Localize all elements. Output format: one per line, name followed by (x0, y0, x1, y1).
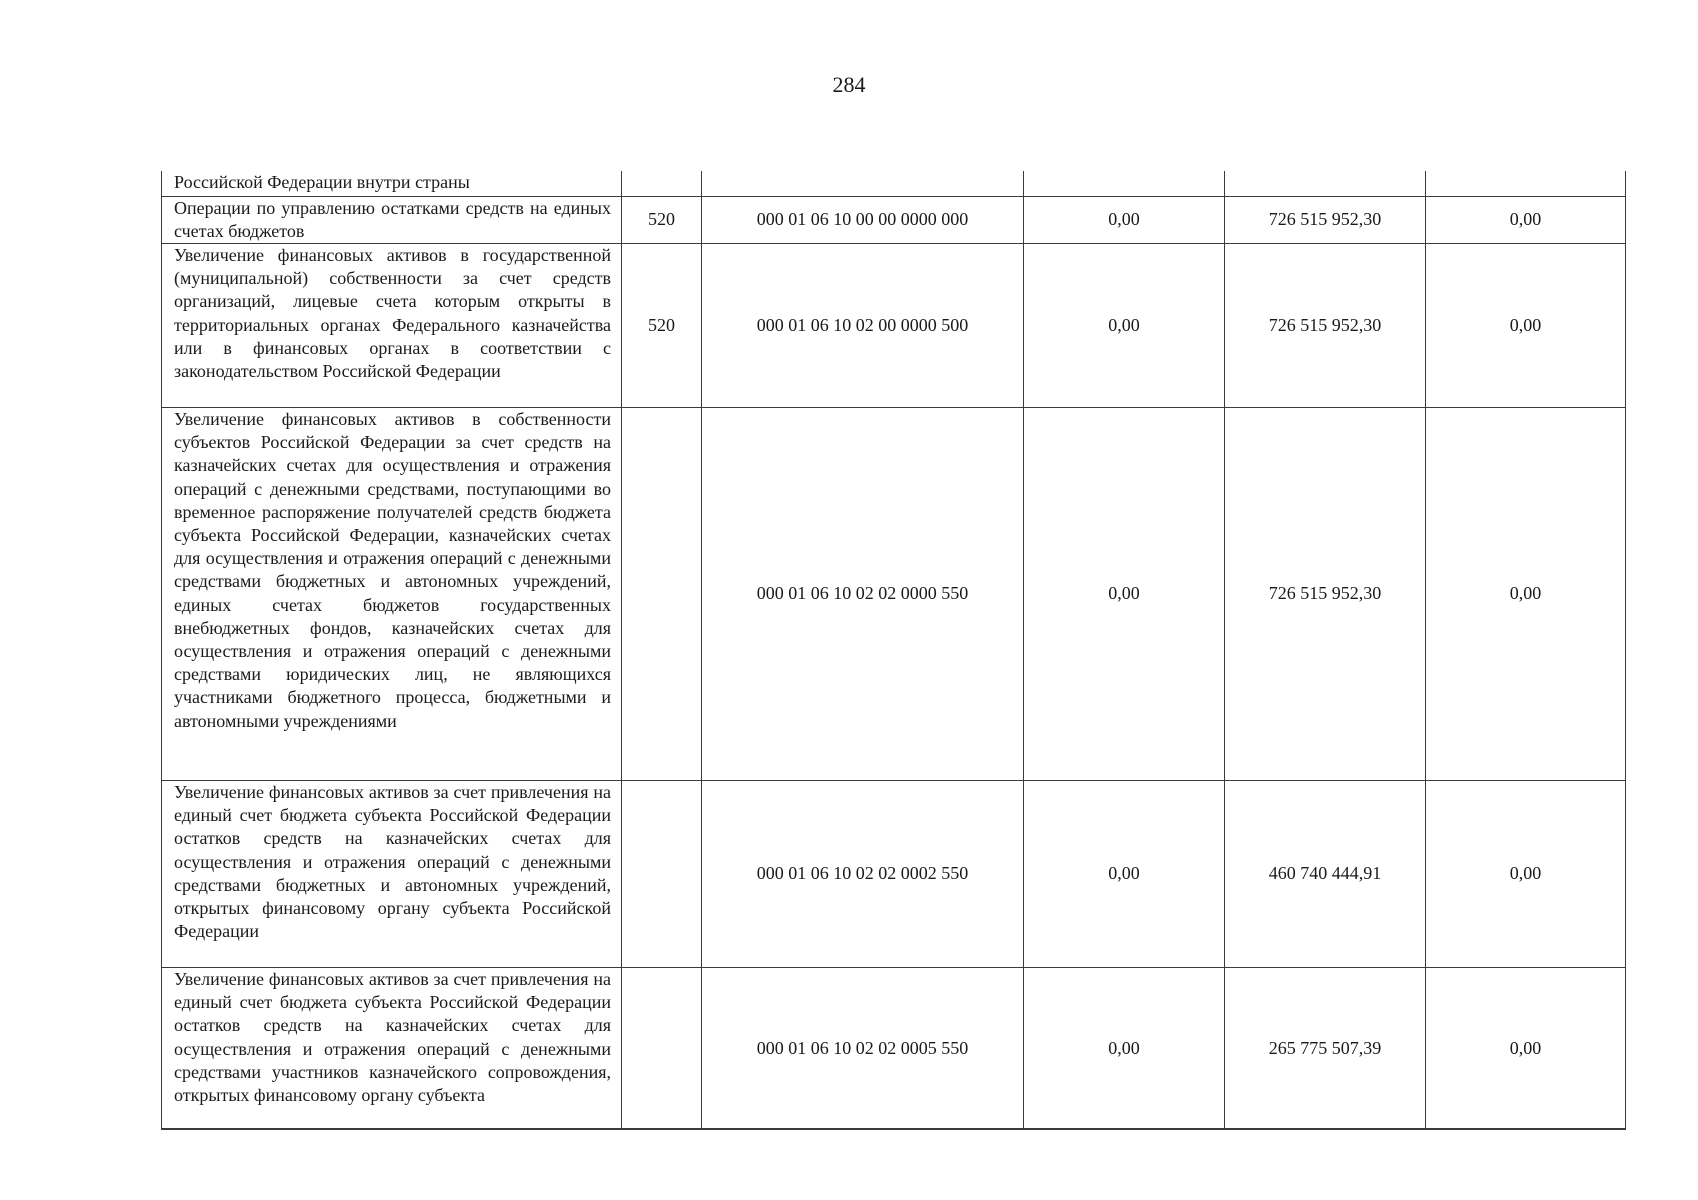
row-name: Увеличение финансовых активов за счет привлечения на единый счет бюджета субъекта Российской Федерации остатков средств на казначейских счетах для осуществления и отражения операций с денежными средствами участников казначейского сопровождения, открытых финансовому органу субъекта (174, 968, 611, 1105)
row-name: Увеличение финансовых активов в собственности субъектов Российской Федерации за счет средств на казначейских счетах для осуществления и отражения операций с денежными средствами, поступающими во временное распоряжение получателей средств бюджета субъекта Российской Федерации, казначейских счетах для осуществления и отражения операций с денежными средствами бюджетных и автономных учреждений, единых счетах бюджетов государственных внебюджетных фондов, казначейских счетах для осуществления и отражения операций с денежными средствами юридических лиц, не являющихся участниками бюджетного процесса, бюджетными и автономными учреждениями (174, 408, 611, 731)
table-row (162, 196, 1626, 243)
row-value-2 (1225, 171, 1426, 196)
row-classification-code: 000 01 06 10 00 00 0000 000 (702, 196, 1024, 243)
table-row (162, 243, 1626, 407)
row-value-3: 0,00 (1426, 407, 1626, 780)
row-line-code (622, 967, 702, 1129)
table-row (162, 171, 1626, 196)
row-value-3: 0,00 (1426, 243, 1626, 407)
row-name-cell (162, 171, 622, 196)
row-classification-code (702, 171, 1024, 196)
row-line-code: 520 (622, 196, 702, 243)
table-row (162, 780, 1626, 967)
row-classification-code: 000 01 06 10 02 00 0000 500 (702, 243, 1024, 407)
row-value-2: 726 515 952,30 (1225, 407, 1426, 780)
row-name-cell (162, 780, 622, 967)
row-value-1: 0,00 (1024, 780, 1225, 967)
row-value-1: 0,00 (1024, 967, 1225, 1129)
row-value-2: 726 515 952,30 (1225, 243, 1426, 407)
budget-table (161, 171, 1626, 1130)
row-value-1: 0,00 (1024, 196, 1225, 243)
row-name-cell (162, 967, 622, 1129)
table-row (162, 407, 1626, 780)
row-value-1 (1024, 171, 1225, 196)
row-value-2: 265 775 507,39 (1225, 967, 1426, 1129)
row-value-3 (1426, 171, 1626, 196)
row-line-code (622, 171, 702, 196)
row-name: Российской Федерации внутри страны (174, 172, 470, 192)
row-classification-code: 000 01 06 10 02 02 0000 550 (702, 407, 1024, 780)
row-value-3: 0,00 (1426, 967, 1626, 1129)
row-value-1: 0,00 (1024, 407, 1225, 780)
row-line-code: 520 (622, 243, 702, 407)
table-row (162, 967, 1626, 1129)
row-name: Увеличение финансовых активов за счет привлечения на единый счет бюджета субъекта Российской Федерации остатков средств на казначейских счетах для осуществления и отражения операций с денежными средствами бюджетных и автономных учреждений, открытых финансовому органу субъекта Российской Федерации (174, 781, 611, 942)
row-name: Операции по управлению остатками средств на единых счетах бюджетов (174, 197, 611, 241)
row-value-3: 0,00 (1426, 780, 1626, 967)
row-value-2: 726 515 952,30 (1225, 196, 1426, 243)
row-name: Увеличение финансовых активов в государственной (муниципальной) собственности за счет средств организаций, лицевые счета которым открыты в территориальных органах Федерального казначейства или в финансовых органах в соответствии с законодательством Российской Федерации (174, 244, 611, 381)
row-value-3: 0,00 (1426, 196, 1626, 243)
row-name-cell (162, 196, 622, 243)
row-value-1: 0,00 (1024, 243, 1225, 407)
row-name-cell (162, 243, 622, 407)
row-name-cell (162, 407, 622, 780)
row-classification-code: 000 01 06 10 02 02 0005 550 (702, 967, 1024, 1129)
row-classification-code: 000 01 06 10 02 02 0002 550 (702, 780, 1024, 967)
row-line-code (622, 407, 702, 780)
row-line-code (622, 780, 702, 967)
page-number: 284 (832, 72, 866, 97)
row-value-2: 460 740 444,91 (1225, 780, 1426, 967)
